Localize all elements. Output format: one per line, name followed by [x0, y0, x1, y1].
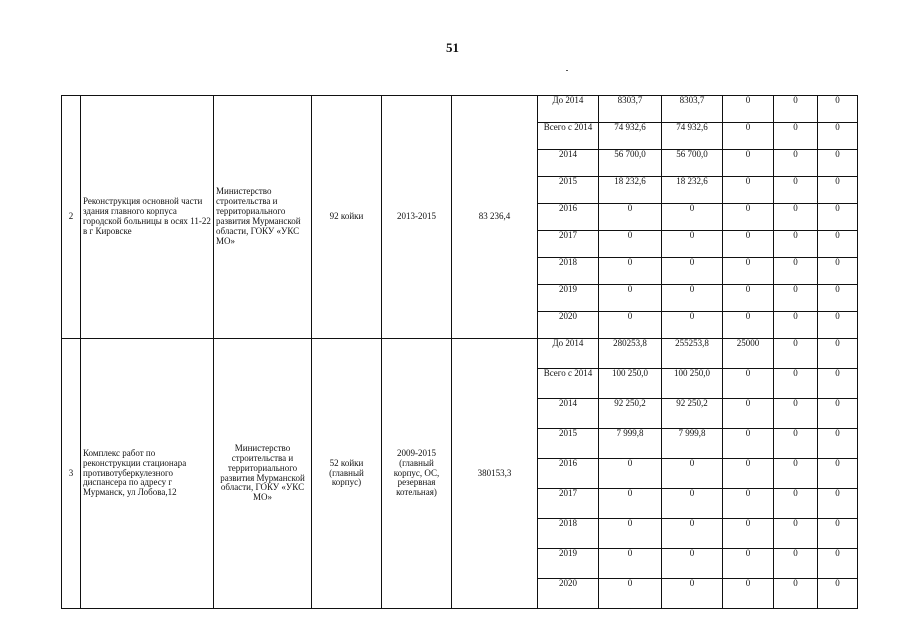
project-period: 2013-2015: [382, 96, 452, 339]
value-cell: 0: [774, 96, 818, 123]
value-cell: 7 999,8: [662, 429, 723, 459]
value-cell: 0: [662, 258, 723, 285]
value-cell: 0: [818, 489, 858, 519]
year-cell: 2016: [538, 459, 599, 489]
value-cell: 0: [723, 204, 774, 231]
project-number: 2: [62, 96, 81, 339]
value-cell: 0: [599, 285, 662, 312]
value-cell: 100 250,0: [662, 369, 723, 399]
value-cell: 0: [662, 459, 723, 489]
value-cell: 7 999,8: [599, 429, 662, 459]
year-cell: 2015: [538, 429, 599, 459]
value-cell: 0: [774, 312, 818, 339]
value-cell: 0: [818, 399, 858, 429]
year-cell: Всего с 2014: [538, 369, 599, 399]
year-cell: 2018: [538, 258, 599, 285]
value-cell: 0: [818, 96, 858, 123]
table-body: [62, 96, 858, 609]
page-number: 51: [446, 40, 459, 55]
value-cell: 0: [818, 312, 858, 339]
value-cell: 56 700,0: [599, 150, 662, 177]
value-cell: 280253,8: [599, 339, 662, 369]
value-cell: 0: [818, 123, 858, 150]
value-cell: 0: [818, 459, 858, 489]
value-cell: 18 232,6: [599, 177, 662, 204]
value-cell: 0: [662, 549, 723, 579]
value-cell: 0: [774, 177, 818, 204]
value-cell: 0: [599, 519, 662, 549]
scan-speck: [566, 70, 568, 71]
year-cell: 2018: [538, 519, 599, 549]
table-row: [62, 339, 858, 369]
value-cell: 0: [774, 399, 818, 429]
value-cell: 0: [774, 369, 818, 399]
year-cell: 2019: [538, 549, 599, 579]
table-row: [62, 96, 858, 123]
value-cell: 0: [818, 579, 858, 609]
year-cell: 2016: [538, 204, 599, 231]
value-cell: 0: [599, 579, 662, 609]
value-cell: 0: [774, 339, 818, 369]
value-cell: 0: [818, 429, 858, 459]
value-cell: 0: [723, 258, 774, 285]
value-cell: 0: [723, 399, 774, 429]
value-cell: 0: [774, 579, 818, 609]
year-cell: 2020: [538, 312, 599, 339]
value-cell: 0: [723, 96, 774, 123]
value-cell: 18 232,6: [662, 177, 723, 204]
value-cell: 0: [723, 579, 774, 609]
year-cell: Всего с 2014: [538, 123, 599, 150]
value-cell: 0: [662, 231, 723, 258]
value-cell: 0: [723, 123, 774, 150]
project-capacity: 92 койки: [312, 96, 382, 339]
project-name: Реконструкция основной части здания главного корпуса городской больницы в осях 11-22 в г Кировске: [81, 96, 214, 339]
value-cell: 8303,7: [662, 96, 723, 123]
value-cell: 74 932,6: [599, 123, 662, 150]
year-cell: 2020: [538, 579, 599, 609]
value-cell: 0: [662, 312, 723, 339]
value-cell: 0: [723, 231, 774, 258]
value-cell: 0: [662, 285, 723, 312]
value-cell: 0: [662, 204, 723, 231]
value-cell: 0: [818, 258, 858, 285]
value-cell: 56 700,0: [662, 150, 723, 177]
value-cell: 0: [774, 258, 818, 285]
project-total: 380153,3: [452, 339, 538, 609]
value-cell: 0: [723, 489, 774, 519]
value-cell: 0: [818, 177, 858, 204]
value-cell: 25000: [723, 339, 774, 369]
project-name: Комплекс работ по реконструкции стационара противотуберкулезного диспансера по адресу г Мурманск, ул Лобова,12: [81, 339, 214, 609]
project-period: 2009-2015 (главный корпус, ОС, резервная котельная): [382, 339, 452, 609]
value-cell: 0: [723, 429, 774, 459]
value-cell: 8303,7: [599, 96, 662, 123]
project-total: 83 236,4: [452, 96, 538, 339]
value-cell: 0: [723, 519, 774, 549]
value-cell: 0: [662, 519, 723, 549]
value-cell: 0: [774, 519, 818, 549]
year-cell: 2015: [538, 177, 599, 204]
value-cell: 100 250,0: [599, 369, 662, 399]
value-cell: 255253,8: [662, 339, 723, 369]
project-ministry: Министерство строительства и территориального развития Мурманской области, ГОКУ «УКС МО»: [214, 96, 312, 339]
value-cell: 0: [818, 339, 858, 369]
year-cell: 2017: [538, 489, 599, 519]
year-cell: 2014: [538, 150, 599, 177]
value-cell: 0: [818, 549, 858, 579]
value-cell: 0: [599, 204, 662, 231]
value-cell: 0: [599, 258, 662, 285]
value-cell: 0: [774, 231, 818, 258]
year-cell: До 2014: [538, 339, 599, 369]
year-cell: 2019: [538, 285, 599, 312]
value-cell: 92 250,2: [662, 399, 723, 429]
value-cell: 0: [774, 429, 818, 459]
value-cell: 0: [662, 489, 723, 519]
value-cell: 0: [818, 519, 858, 549]
value-cell: 0: [599, 231, 662, 258]
value-cell: 0: [723, 312, 774, 339]
value-cell: 74 932,6: [662, 123, 723, 150]
value-cell: 92 250,2: [599, 399, 662, 429]
value-cell: 0: [662, 579, 723, 609]
value-cell: 0: [774, 150, 818, 177]
project-capacity: 52 койки (главный корпус): [312, 339, 382, 609]
value-cell: 0: [774, 549, 818, 579]
value-cell: 0: [723, 285, 774, 312]
value-cell: 0: [774, 123, 818, 150]
value-cell: 0: [599, 459, 662, 489]
value-cell: 0: [599, 312, 662, 339]
value-cell: 0: [818, 285, 858, 312]
year-cell: 2014: [538, 399, 599, 429]
value-cell: 0: [599, 549, 662, 579]
value-cell: 0: [723, 549, 774, 579]
value-cell: 0: [818, 369, 858, 399]
value-cell: 0: [599, 489, 662, 519]
value-cell: 0: [774, 489, 818, 519]
value-cell: 0: [818, 231, 858, 258]
value-cell: 0: [774, 285, 818, 312]
project-ministry: Министерство строительства и территориального развития Мурманской области, ГОКУ «УКС МО»: [214, 339, 312, 609]
value-cell: 0: [723, 459, 774, 489]
value-cell: 0: [723, 150, 774, 177]
year-cell: 2017: [538, 231, 599, 258]
value-cell: 0: [723, 369, 774, 399]
value-cell: 0: [723, 177, 774, 204]
year-cell: До 2014: [538, 96, 599, 123]
value-cell: 0: [818, 150, 858, 177]
project-number: 3: [62, 339, 81, 609]
value-cell: 0: [818, 204, 858, 231]
value-cell: 0: [774, 459, 818, 489]
value-cell: 0: [774, 204, 818, 231]
projects-table: [61, 95, 858, 609]
